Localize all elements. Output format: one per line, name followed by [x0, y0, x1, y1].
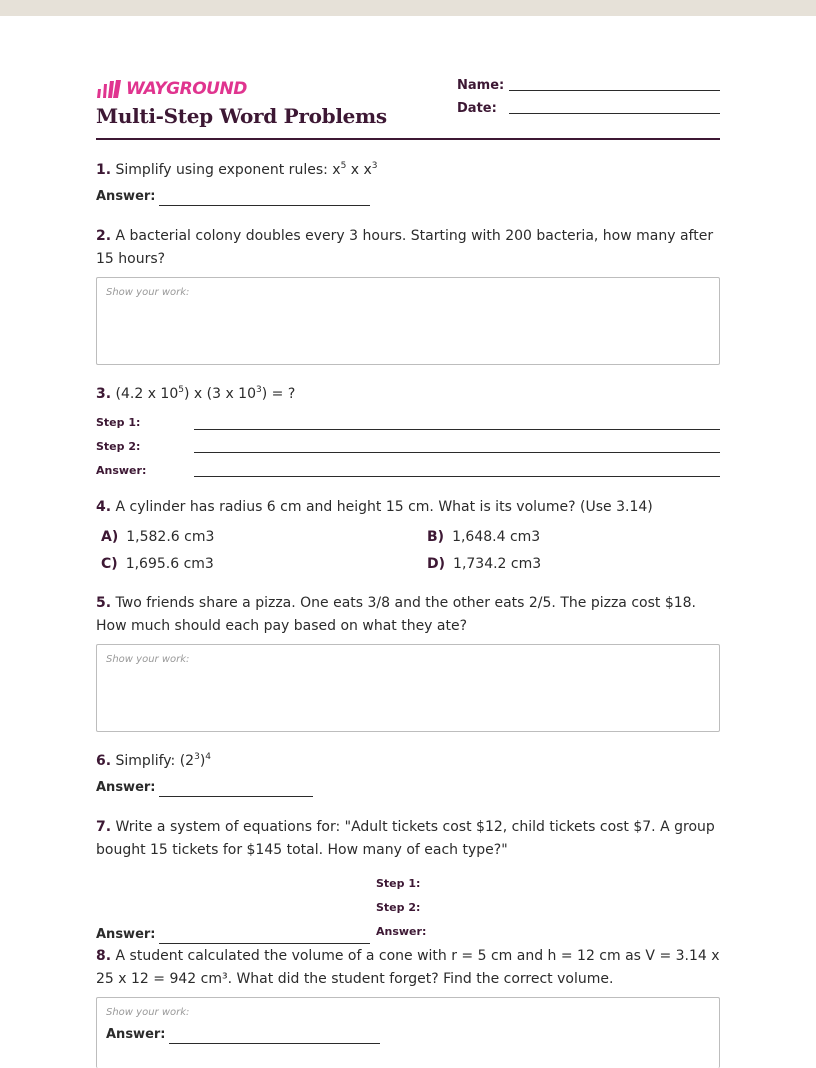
option-c[interactable]	[101, 556, 214, 572]
question-2	[96, 225, 720, 270]
answer-label: Answer:	[106, 1027, 166, 1042]
exponent: 3	[256, 385, 262, 395]
option-b[interactable]	[427, 529, 540, 545]
question-number: 1.	[96, 162, 112, 178]
exponent: 3	[194, 752, 200, 762]
option-text: 1,695.6 cm3	[125, 556, 214, 572]
brand-logo	[96, 78, 247, 100]
answer-label: Answer:	[96, 927, 156, 942]
answer-label: Answer:	[96, 780, 156, 795]
question-4	[96, 496, 720, 519]
question-number: 8.	[96, 948, 112, 964]
question-number: 2.	[96, 228, 112, 244]
name-field[interactable]	[509, 90, 720, 91]
page-top-bar	[0, 0, 816, 16]
question-number: 6.	[96, 753, 112, 769]
option-a[interactable]	[101, 529, 214, 545]
question-text: ) x (3 x 10	[183, 386, 257, 402]
question-number: 5.	[96, 595, 112, 611]
question-6	[96, 750, 720, 773]
question-number: 3.	[96, 386, 112, 402]
answer-field-3[interactable]	[194, 476, 720, 477]
step1-label: Step 1:	[96, 416, 141, 429]
worksheet-title: Multi-Step Word Problems	[96, 104, 387, 128]
work-box-placeholder: Show your work:	[106, 287, 190, 298]
answer-field-1[interactable]	[159, 205, 370, 206]
option-letter: A)	[101, 529, 119, 545]
exponent: 5	[178, 385, 184, 395]
brand-name: WAYGROUND	[126, 79, 247, 99]
option-letter: B)	[427, 529, 445, 545]
wayground-logo-icon	[96, 79, 122, 99]
question-text: Simplify using exponent rules: x	[115, 162, 341, 178]
answer-field-8[interactable]	[169, 1043, 380, 1044]
question-number: 7.	[96, 819, 112, 835]
work-box-8[interactable]	[96, 997, 720, 1068]
question-1	[96, 159, 720, 182]
exponent: 3	[371, 161, 378, 171]
option-text: 1,734.2 cm3	[453, 556, 542, 572]
name-label: Name:	[457, 78, 505, 93]
question-number: 4.	[96, 499, 112, 515]
question-text: A cylinder has radius 6 cm and height 15 cm. What is its volume? (Use 3.14)	[115, 499, 653, 515]
exponent: 4	[205, 752, 212, 762]
exponent: 5	[340, 161, 347, 171]
answer-field-7[interactable]	[159, 943, 370, 944]
step1-field-3[interactable]	[194, 429, 720, 430]
step-answer-label: Answer:	[96, 464, 147, 477]
question-text: A bacterial colony doubles every 3 hours. Starting with 200 bacteria, how many after 15 hours?	[96, 228, 714, 267]
option-letter: C)	[101, 556, 118, 572]
option-text: 1,582.6 cm3	[126, 529, 215, 545]
work-box-placeholder: Show your work:	[106, 1007, 190, 1018]
option-letter: D)	[427, 556, 446, 572]
work-box-5[interactable]	[96, 644, 720, 732]
date-label: Date:	[457, 101, 497, 116]
question-8	[96, 945, 720, 990]
step-answer-label: Answer:	[376, 925, 427, 938]
answer-field-6[interactable]	[159, 796, 313, 797]
question-text: Write a system of equations for: "Adult tickets cost $12, child tickets cost $7. A group bought 15 tickets for $145 total. How many of each type?"	[96, 819, 715, 858]
question-5	[96, 592, 720, 637]
question-text: Simplify: (2	[115, 753, 195, 769]
step2-label: Step 2:	[376, 901, 421, 914]
question-7	[96, 816, 720, 861]
question-text: x x	[346, 162, 372, 178]
question-3	[96, 383, 720, 406]
step1-label: Step 1:	[376, 877, 421, 890]
work-box-2[interactable]	[96, 277, 720, 365]
date-field[interactable]	[509, 113, 720, 114]
question-text: Two friends share a pizza. One eats 3/8 and the other eats 2/5. The pizza cost $18. How much should each pay based on what they ate?	[96, 595, 696, 634]
step2-label: Step 2:	[96, 440, 141, 453]
option-d[interactable]	[427, 556, 541, 572]
question-text: )	[199, 753, 206, 769]
answer-label: Answer:	[96, 189, 156, 204]
work-box-placeholder: Show your work:	[106, 654, 190, 665]
question-text: (4.2 x 10	[115, 386, 179, 402]
option-text: 1,648.4 cm3	[452, 529, 541, 545]
header-divider	[96, 138, 720, 140]
step2-field-3[interactable]	[194, 452, 720, 453]
question-text: ) = ?	[261, 386, 296, 402]
question-text: A student calculated the volume of a cone with r = 5 cm and h = 12 cm as V = 3.14 x 25 x 12 = 942 cm³. What did the student forget? Find the correct volume.	[96, 948, 720, 987]
